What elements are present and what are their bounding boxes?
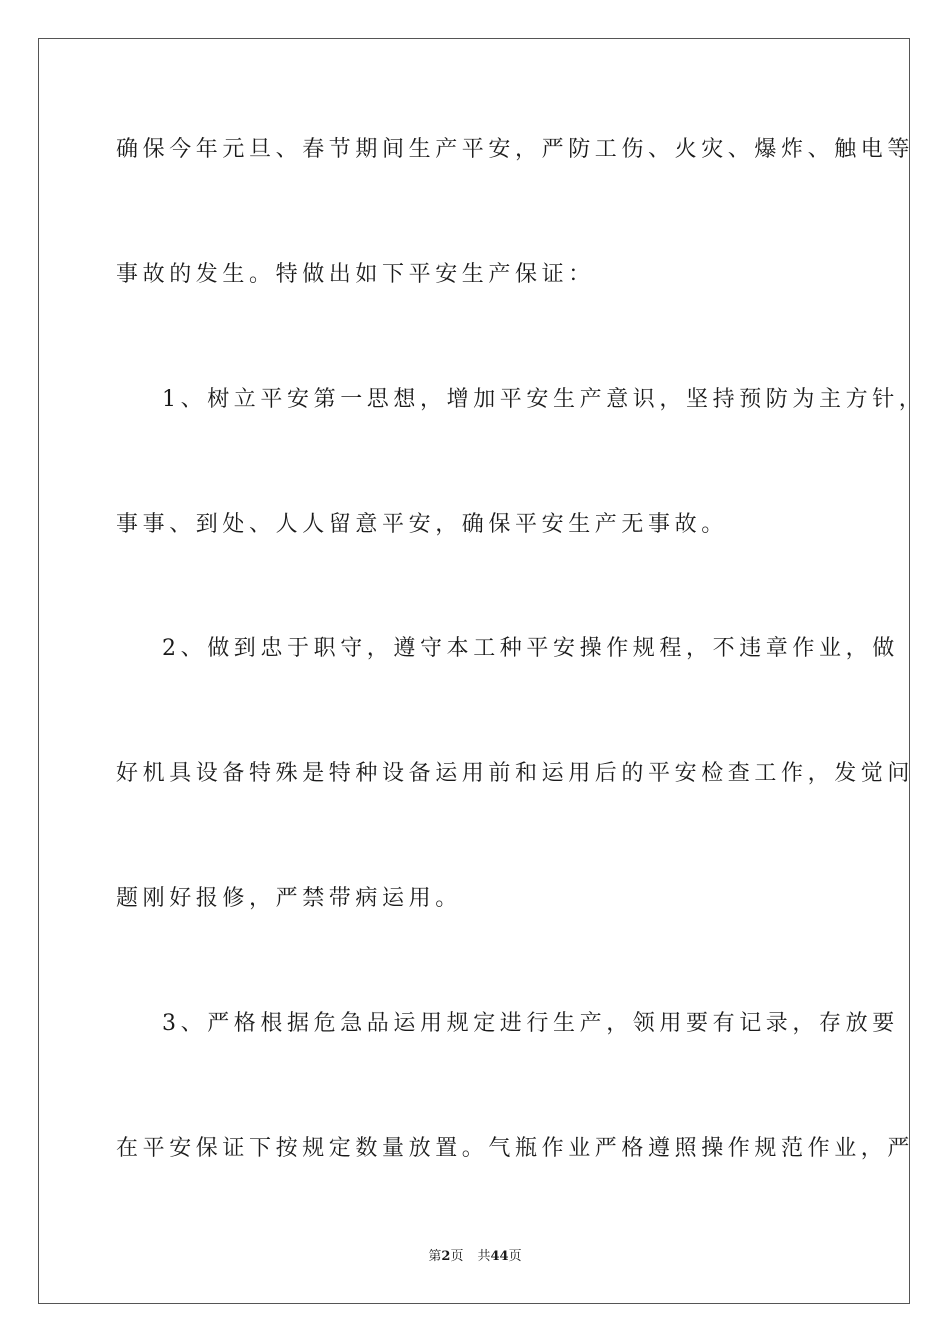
page-footer <box>0 1249 950 1265</box>
body-line-5: 2、做到忠于职守，遵守本工种平安操作规程，不违章作业，做 <box>162 636 899 661</box>
body-line-6: 好机具设备特殊是特种设备运用前和运用后的平安检查工作，发觉问 <box>116 761 915 786</box>
page-number: 2 <box>441 1249 451 1264</box>
body-line-1: 确保今年元旦、春节期间生产平安，严防工伤、火灾、爆炸、触电等 <box>116 137 915 162</box>
body-line-7: 题刚好报修，严禁带病运用。 <box>116 886 462 911</box>
page-suffix: 页 <box>450 1249 464 1264</box>
page-border <box>38 38 926 1304</box>
page-prefix: 第 <box>428 1249 442 1264</box>
body-line-4: 事事、到处、人人留意平安，确保平安生产无事故。 <box>116 512 728 537</box>
body-line-3: 1、树立平安第一思想，增加平安生产意识，坚持预防为主方针， <box>162 387 926 412</box>
body-line-2: 事故的发生。特做出如下平安生产保证： <box>116 262 595 287</box>
body-line-8: 3、严格根据危急品运用规定进行生产，领用要有记录，存放要 <box>162 1011 899 1036</box>
body-line-9: 在平安保证下按规定数量放置。气瓶作业严格遵照操作规范作业，严 <box>116 1136 915 1161</box>
total-pages: 44 <box>490 1249 509 1264</box>
total-prefix: 共 <box>477 1249 491 1264</box>
total-suffix: 页 <box>508 1249 522 1264</box>
